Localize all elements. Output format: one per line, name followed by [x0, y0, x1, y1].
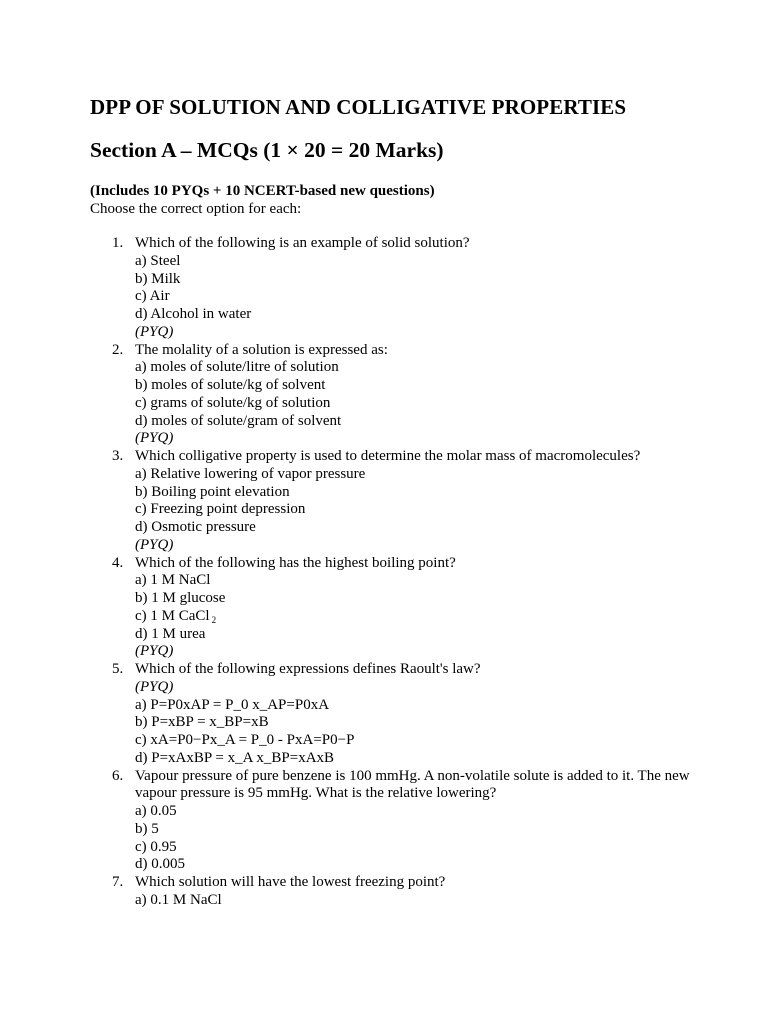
option-d: d) P=xAxBP = x_A x_BP=xAxB	[135, 749, 335, 766]
option-d: d) 1 M urea	[135, 625, 206, 642]
option-c: c) 0.95	[135, 838, 177, 855]
option-b: b) moles of solute/kg of solvent	[135, 377, 326, 393]
question-text: The molality of a solution is expressed as:	[135, 341, 388, 358]
pyq-tag: (PYQ)	[135, 430, 174, 447]
question-item	[90, 448, 690, 555]
question-text: Which colligative property is used to determine the molar mass of macromolecules?	[135, 448, 641, 464]
pyq-tag: (PYQ)	[135, 678, 174, 695]
option-d: d) Alcohol in water	[135, 306, 252, 322]
question-text: Which of the following has the highest boiling point?	[135, 554, 456, 571]
option-a: a) 0.1 M NaCl	[135, 891, 222, 908]
option-c	[135, 608, 690, 626]
option-d: d) moles of solute/gram of solvent	[135, 412, 342, 429]
option-b: b) Milk	[135, 270, 181, 287]
question-number: 4.	[112, 554, 124, 571]
option-c: c) xA=P0−Px_A = P_0 - PxA=P0−P	[135, 732, 355, 748]
option-a: a) moles of solute/litre of solution	[135, 359, 339, 376]
option-a: a) Steel	[135, 252, 181, 269]
question-text: Vapour pressure of pure benzene is 100 mmHg. A non-volatile solute is added to it. The new vapour pressure is 95 mmHg. What is the relative lowering?	[135, 767, 690, 802]
question-number: 7.	[112, 874, 124, 890]
document-page	[90, 94, 690, 910]
question-number: 2.	[112, 341, 124, 358]
option-c-text: c) 1 M CaCl	[135, 607, 210, 624]
option-d: d) Osmotic pressure	[135, 519, 256, 535]
option-b: b) Boiling point elevation	[135, 483, 290, 500]
option-b: b) P=xBP = x_BP=xB	[135, 714, 269, 731]
option-b: b) 5	[135, 820, 159, 837]
question-text: Which of the following is an example of solid solution?	[135, 235, 470, 251]
question-item	[90, 342, 690, 449]
pyq-tag: (PYQ)	[135, 643, 174, 660]
question-list	[90, 235, 690, 910]
section-note: (Includes 10 PYQs + 10 NCERT-based new questions)	[90, 183, 435, 199]
question-number: 6.	[112, 767, 124, 784]
option-a: a) Relative lowering of vapor pressure	[135, 465, 366, 482]
instruction-text: Choose the correct option for each:	[90, 201, 302, 217]
question-number: 1.	[112, 235, 124, 251]
question-number: 3.	[112, 448, 124, 464]
question-text: Which solution will have the lowest freezing point?	[135, 874, 446, 890]
question-number: 5.	[112, 661, 124, 677]
question-item	[90, 768, 690, 875]
option-d: d) 0.005	[135, 856, 185, 873]
section-heading: Section A – MCQs (1 × 20 = 20 Marks)	[90, 138, 444, 162]
option-c: c) Freezing point depression	[135, 501, 306, 518]
option-c: c) Air	[135, 288, 170, 305]
pyq-tag: (PYQ)	[135, 323, 174, 340]
question-item	[90, 661, 690, 768]
question-text: Which of the following expressions defines Raoult's law?	[135, 661, 481, 677]
option-c: c) grams of solute/kg of solution	[135, 394, 331, 411]
question-item	[90, 874, 690, 910]
option-b: b) 1 M glucose	[135, 590, 226, 606]
question-item	[90, 555, 690, 662]
option-a: a) P=P0xAP = P_0 x_AP=P0xA	[135, 696, 330, 713]
option-a: a) 1 M NaCl	[135, 572, 211, 589]
question-item	[90, 235, 690, 342]
subscript-2: 2	[211, 614, 217, 625]
pyq-tag: (PYQ)	[135, 536, 174, 553]
document-title: DPP OF SOLUTION AND COLLIGATIVE PROPERTIES	[90, 95, 627, 119]
option-a: a) 0.05	[135, 803, 177, 819]
